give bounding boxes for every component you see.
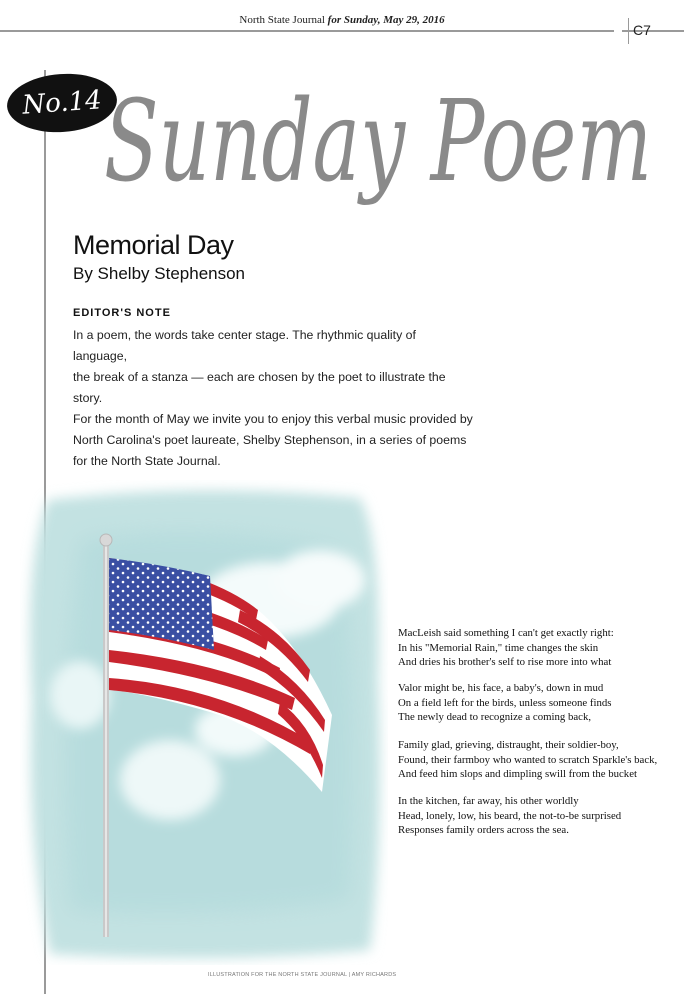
- page-header: [0, 14, 684, 26]
- issue-date: for Sunday, May 29, 2016: [327, 14, 445, 26]
- poem-line: Found, their farmboy who wanted to scratch Sparkle's back,: [398, 753, 658, 766]
- flag-illustration: [20, 480, 388, 965]
- poem-line: Valor might be, his face, a baby's, down in mud: [398, 682, 604, 694]
- poem-stanza-4: [398, 794, 680, 838]
- paper-name: North State Journal: [239, 14, 325, 26]
- section-title: [100, 55, 660, 220]
- header-rule: [0, 30, 614, 32]
- editors-note-line: In a poem, the words take center stage. The rhythmic quality of language,: [73, 328, 416, 363]
- poem-line: Family glad, grieving, distraught, their soldier-boy,: [398, 739, 619, 751]
- poem-line: Responses family orders across the sea.: [398, 824, 569, 836]
- poem-stanza-3: [398, 738, 680, 782]
- poem-number-badge: No.14: [5, 70, 119, 136]
- section-title-text: Sunday Poem: [104, 77, 652, 207]
- poem-line: And feed him slops and dimpling swill from the bucket: [398, 768, 637, 780]
- editors-note-line: North Carolina's poet laureate, Shelby Stephenson, in a series of poems: [73, 433, 467, 447]
- poem-byline: By Shelby Stephenson: [73, 264, 246, 283]
- poem-line: In his "Memorial Rain," time changes the skin: [398, 641, 599, 654]
- editors-note: [73, 325, 473, 472]
- poem-line: And dries his brother's self to rise more into what: [398, 656, 612, 668]
- poem-stanza-1: [398, 626, 680, 670]
- page-number-divider: [628, 18, 629, 44]
- poem-title: Memorial Day: [73, 230, 234, 260]
- illustration-credit: ILLUSTRATION FOR THE NORTH STATE JOURNAL | AMY RICHARDS: [208, 972, 397, 978]
- poem-line: In the kitchen, far away, his other worldly: [398, 795, 579, 807]
- poem-line: Head, lonely, low, his beard, the not-to-be surprised: [398, 809, 622, 822]
- header-rule-right: [622, 30, 684, 32]
- poem-line: MacLeish said something I can't get exactly right:: [398, 627, 614, 639]
- page-number: C7: [633, 22, 651, 38]
- editors-note-line: For the month of May we invite you to enjoy this verbal music provided by: [73, 412, 473, 426]
- editors-note-label: EDITOR'S NOTE: [73, 307, 171, 319]
- poem-line: The newly dead to recognize a coming back,: [398, 711, 592, 723]
- editors-note-line: for the North State Journal.: [73, 454, 221, 468]
- poem-stanza-2: [398, 681, 680, 725]
- pole-finial: [100, 534, 112, 546]
- editors-note-line: the break of a stanza — each are chosen by the poet to illustrate the story.: [73, 370, 446, 405]
- poem-line: On a field left for the birds, unless someone finds: [398, 696, 612, 709]
